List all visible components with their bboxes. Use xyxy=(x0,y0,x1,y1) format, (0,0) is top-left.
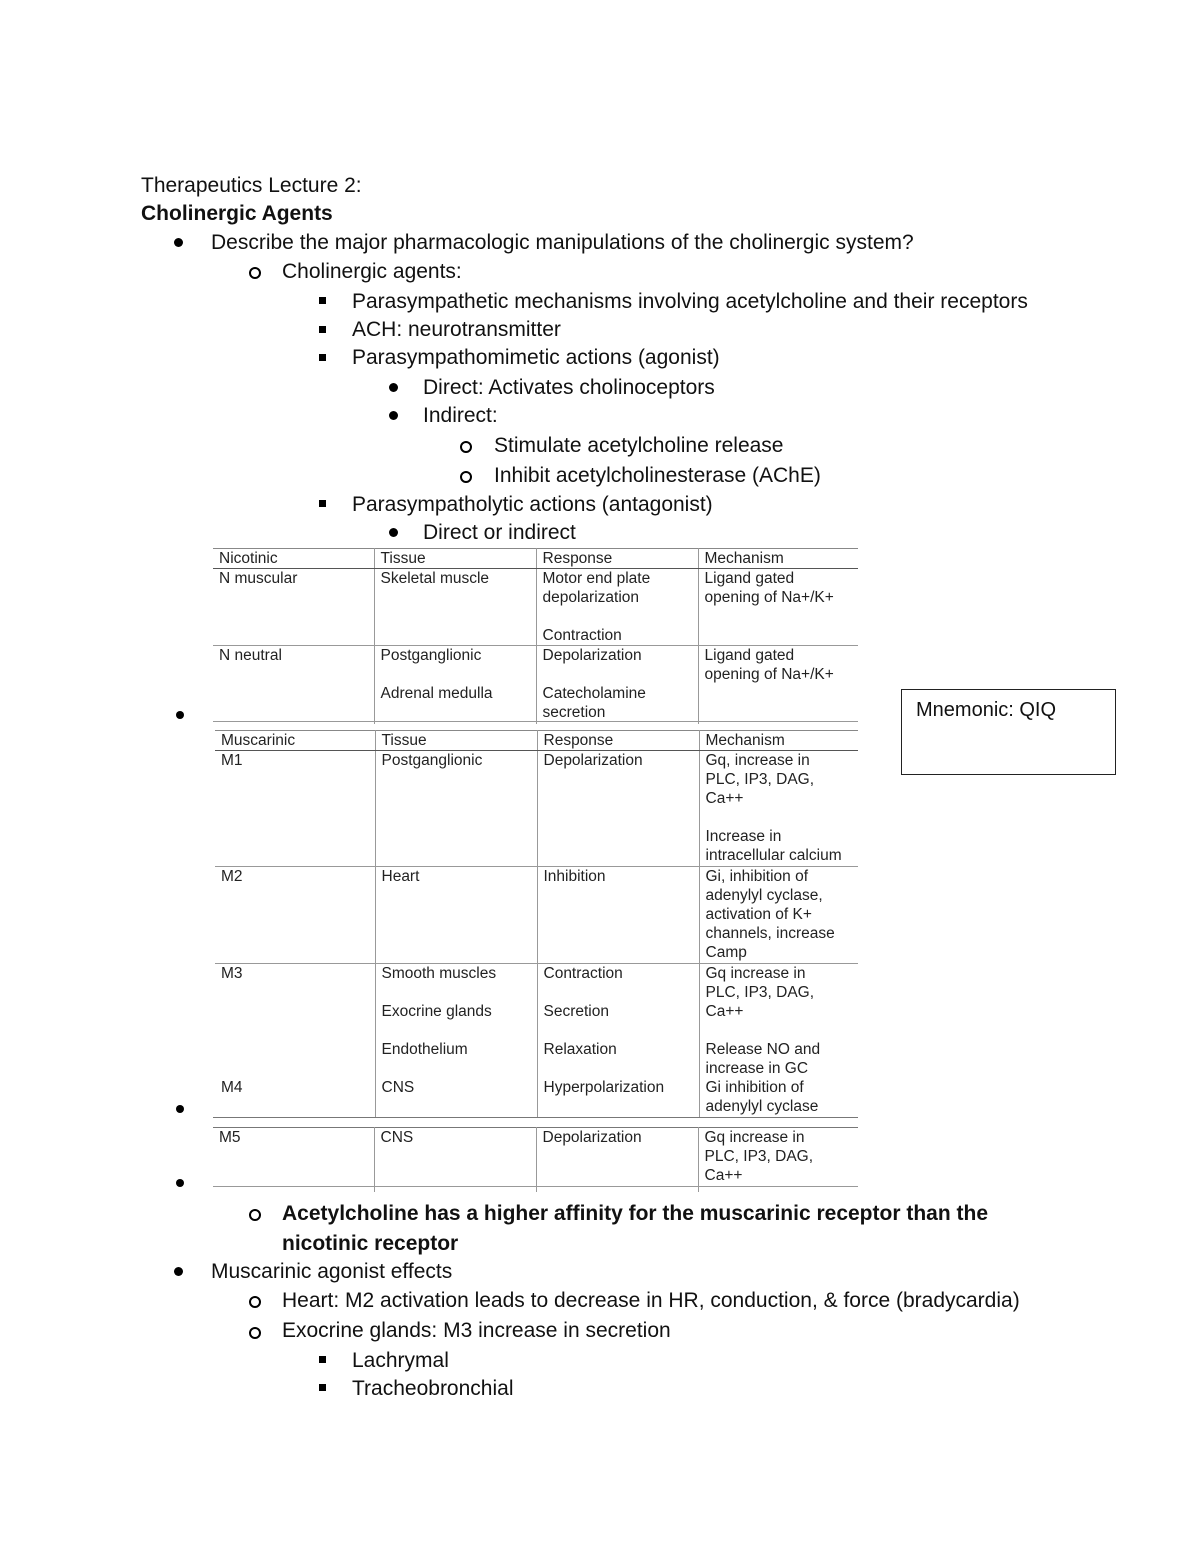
bullet-square-icon xyxy=(319,1384,326,1391)
musc-agonist-line: Muscarinic agonist effects xyxy=(211,1260,453,1283)
mechanism-header: Mechanism xyxy=(698,549,858,569)
bullet-square-icon xyxy=(319,354,326,361)
ach-line: ACH: neurotransmitter xyxy=(352,318,561,341)
bullet-disc-icon xyxy=(389,528,398,537)
table-cell: Contraction Secretion Relaxation Hyperpolarization xyxy=(543,965,665,1096)
bullet-ring-icon xyxy=(460,441,472,453)
parasym-mechanisms-line: Parasympathetic mechanisms involving acetylcholine and their receptors xyxy=(352,290,1028,313)
lytic-line: Parasympatholytic actions (antagonist) xyxy=(352,493,713,516)
indirect-line: Indirect: xyxy=(423,404,498,427)
affinity-line-2: nicotinic receptor xyxy=(282,1232,459,1255)
bullet-square-icon xyxy=(319,326,326,333)
doc-title: Therapeutics Lecture 2: xyxy=(141,174,362,197)
response-header: Response xyxy=(537,731,699,751)
bullet-disc-icon xyxy=(176,1105,184,1113)
table-cell: M2 xyxy=(221,868,243,885)
table-cell: Gq, increase in PLC, IP3, DAG, Ca++ Increase in intracellular calcium xyxy=(705,752,842,864)
bullet-ring-icon xyxy=(249,267,261,279)
table-cell: N muscular xyxy=(219,570,298,587)
bullet-disc-icon xyxy=(174,238,183,247)
table-cell: Gi, inhibition of adenylyl cyclase, activation of K+ channels, increase Camp xyxy=(705,868,835,961)
bullet-ring-icon xyxy=(249,1327,261,1339)
muscarinic-header: Muscarinic xyxy=(215,731,375,751)
table-cell: Smooth muscles Exocrine glands Endothelium CNS xyxy=(381,965,497,1096)
bullet-square-icon xyxy=(319,1356,326,1363)
table-rule xyxy=(213,1117,858,1118)
table-cell: Gq increase in PLC, IP3, DAG, Ca++ Release NO and increase in GC Gi inhibition of adenylyl cyclase xyxy=(705,965,821,1115)
stimulate-release-line: Stimulate acetylcholine release xyxy=(494,434,784,457)
bullet-square-icon xyxy=(319,297,326,304)
table-cell: CNS xyxy=(380,1129,414,1146)
lachrymal-line: Lachrymal xyxy=(352,1349,449,1372)
muscarinic-table xyxy=(215,730,858,1118)
mechanism-header: Mechanism xyxy=(699,731,858,751)
table-cell: Heart xyxy=(381,868,420,885)
table-cell: Ligand gated opening of Na+/K+ xyxy=(704,647,834,683)
tissue-header: Tissue xyxy=(375,731,537,751)
doc-subtitle: Cholinergic Agents xyxy=(141,202,333,225)
table-rule xyxy=(213,721,858,722)
bullet-square-icon xyxy=(319,500,326,507)
nicotinic-header: Nicotinic xyxy=(213,549,374,569)
table-cell: Depolarization xyxy=(542,1129,642,1146)
table-cell: Postganglionic Adrenal medulla xyxy=(380,647,493,702)
table-cell: Inhibition xyxy=(543,868,606,885)
mimetic-line: Parasympathomimetic actions (agonist) xyxy=(352,346,720,369)
mnemonic-text: Mnemonic: QIQ xyxy=(916,699,1057,721)
table-cell: Depolarization xyxy=(543,752,643,769)
bullet-disc-icon xyxy=(176,1179,184,1187)
bullet-ring-icon xyxy=(249,1296,261,1308)
tissue-header: Tissue xyxy=(374,549,536,569)
heart-line: Heart: M2 activation leads to decrease in HR, conduction, & force (bradycardia) xyxy=(282,1289,1020,1312)
bullet-disc-icon xyxy=(174,1267,183,1276)
mnemonic-box xyxy=(901,689,1116,775)
bullet-disc-icon xyxy=(389,383,398,392)
inhibit-ache-line: Inhibit acetylcholinesterase (AChE) xyxy=(494,464,821,487)
table-cell: N neutral xyxy=(219,647,282,664)
table-cell: Ligand gated opening of Na+/K+ xyxy=(704,570,834,606)
bullet-ring-icon xyxy=(249,1209,261,1221)
table-cell: Gq increase in PLC, IP3, DAG, Ca++ xyxy=(704,1129,814,1184)
affinity-line-1: Acetylcholine has a higher affinity for the muscarinic receptor than the xyxy=(282,1202,988,1225)
table-cell: Depolarization Catecholamine secretion xyxy=(542,647,646,721)
m5-table xyxy=(213,1127,858,1192)
table-cell: M1 xyxy=(221,752,243,769)
cholinergic-agents-line: Cholinergic agents: xyxy=(282,260,462,283)
direct-or-indirect-line: Direct or indirect xyxy=(423,521,576,544)
bullet-ring-icon xyxy=(460,471,472,483)
exocrine-line: Exocrine glands: M3 increase in secretion xyxy=(282,1319,671,1342)
response-header: Response xyxy=(536,549,698,569)
table-cell: Skeletal muscle xyxy=(380,570,490,587)
direct-line: Direct: Activates cholinoceptors xyxy=(423,376,715,399)
bullet-disc-icon xyxy=(389,411,398,420)
nicotinic-table xyxy=(213,548,858,724)
question-line: Describe the major pharmacologic manipulations of the cholinergic system? xyxy=(211,231,914,254)
table-cell: Postganglionic xyxy=(381,752,483,769)
tracheo-line: Tracheobronchial xyxy=(352,1377,514,1400)
table-rule xyxy=(213,1186,858,1187)
table-cell: M5 xyxy=(219,1129,241,1146)
table-cell: M3 M4 xyxy=(221,965,243,1096)
bullet-disc-icon xyxy=(176,711,184,719)
table-cell: Motor end plate depolarization Contraction xyxy=(542,570,651,644)
